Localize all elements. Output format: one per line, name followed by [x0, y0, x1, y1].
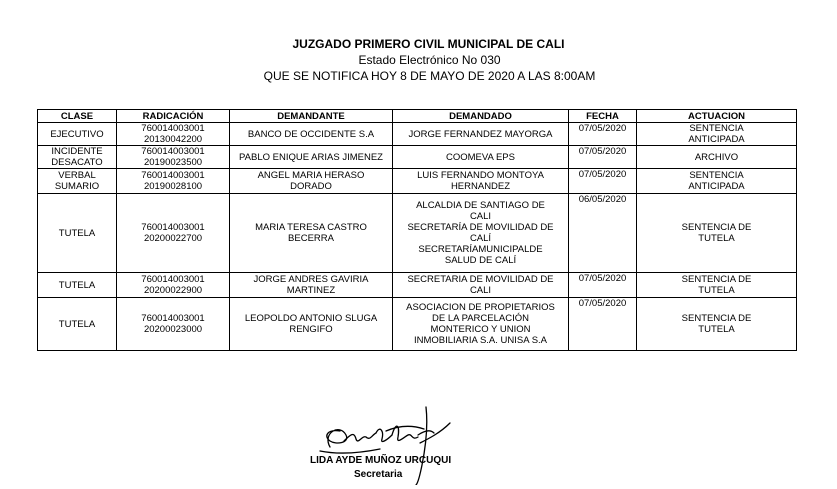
cell-line: SENTENCIA [689, 123, 744, 134]
cell-clase [38, 123, 117, 146]
cell-line: 760014003001 [141, 170, 205, 181]
estados-table [37, 109, 797, 351]
cell-line: COOMEVA EPS [446, 151, 515, 163]
cell-radicacion [117, 146, 230, 169]
cell-line: DORADO [290, 181, 332, 192]
cell-actuacion [637, 146, 797, 169]
cell-actuacion [637, 273, 797, 298]
document-header [0, 37, 837, 83]
court-title: JUZGADO PRIMERO CIVIL MUNICIPAL DE CALI [292, 37, 565, 51]
table-header [38, 110, 797, 123]
cell-line: LUIS FERNANDO MONTOYA [417, 170, 544, 181]
cell-demandado [393, 273, 569, 298]
cell-radicacion [117, 169, 230, 194]
header-demandante: DEMANDANTE [230, 110, 393, 123]
cell-line: LEOPOLDO ANTONIO SLUGA [244, 313, 378, 324]
cell-line: CALÍ [469, 233, 492, 244]
header-actuacion: ACTUACION [637, 110, 797, 123]
cell-demandante [230, 298, 393, 351]
cell-line: 20190023500 [143, 157, 203, 168]
cell-clase [38, 298, 117, 351]
cell-line: 20200022900 [143, 285, 203, 296]
cell-line: SENTENCIA DE [681, 313, 752, 324]
cell-clase [38, 146, 117, 169]
table-body [38, 123, 797, 351]
cell-line: JORGE ANDRES GAVIRIA [253, 274, 369, 285]
cell-line: HERNANDEZ [450, 181, 511, 192]
cell-line: VERBAL [58, 170, 96, 181]
cell-fecha: 06/05/2020 [569, 194, 637, 273]
cell-line: TUTELA [58, 227, 96, 239]
cell-line: BECERRA [288, 233, 334, 244]
cell-line: SENTENCIA DE [681, 274, 752, 285]
cell-line: CALI [469, 285, 492, 296]
cell-line: INMOBILIARIA S.A. UNISA S.A [413, 335, 548, 346]
cell-line: SECRETARÍA DE MOVILIDAD DE [407, 222, 554, 233]
cell-demandante [230, 146, 393, 169]
cell-line: SECRETARÍAMUNICIPALDE [418, 244, 543, 255]
cell-demandante [230, 169, 393, 194]
cell-demandado [393, 146, 569, 169]
cell-line: 20190028100 [143, 181, 203, 192]
cell-line: ANTICIPADA [688, 134, 745, 145]
header-fecha: FECHA [569, 110, 637, 123]
cell-line: ARCHIVO [694, 151, 739, 163]
cell-clase [38, 273, 117, 298]
cell-line: MARTINEZ [286, 285, 336, 296]
cell-line: 760014003001 [141, 274, 205, 285]
cell-line: SENTENCIA DE [681, 222, 752, 233]
cell-demandante [230, 123, 393, 146]
cell-fecha: 07/05/2020 [569, 169, 637, 194]
table-row [38, 194, 797, 273]
cell-line: SECRETARIA DE MOVILIDAD DE [407, 274, 554, 285]
cell-radicacion [117, 123, 230, 146]
signer-role: Secretaria [354, 469, 403, 480]
table-row [38, 298, 797, 351]
cell-clase [38, 169, 117, 194]
cell-radicacion [117, 194, 230, 273]
table-row [38, 146, 797, 169]
cell-line: PABLO ENIQUE ARIAS JIMENEZ [239, 151, 383, 163]
cell-line: SALUD DE CALÍ [444, 255, 517, 266]
header-clase: CLASE [38, 110, 117, 123]
cell-line: 20130042200 [143, 134, 203, 145]
cell-line: DESACATO [51, 157, 103, 168]
cell-demandante [230, 194, 393, 273]
cell-clase [38, 194, 117, 273]
cell-demandado [393, 123, 569, 146]
signer-name: LIDA AYDE MUÑOZ URCUQUI [310, 455, 452, 466]
cell-line: DE LA PARCELACIÓN [432, 313, 529, 324]
cell-line: SUMARIO [54, 181, 100, 192]
cell-demandado [393, 194, 569, 273]
estado-number: Estado Electrónico No 030 [358, 53, 501, 67]
cell-line: ALCALDIA DE SANTIAGO DE [416, 200, 545, 211]
cell-line: 760014003001 [141, 222, 205, 233]
cell-line: BANCO DE OCCIDENTE S.A [247, 128, 375, 140]
cell-demandado [393, 169, 569, 194]
cell-line: ASOCIACION DE PROPIETARIOS [406, 302, 555, 313]
cell-line: CALI [469, 211, 492, 222]
cell-line: ANTICIPADA [688, 181, 745, 192]
cell-line: MARIA TERESA CASTRO [255, 222, 367, 233]
cell-line: RENGIFO [289, 324, 333, 335]
cell-fecha: 07/05/2020 [569, 123, 637, 146]
notification-notice: QUE SE NOTIFICA HOY 8 DE MAYO DE 2020 A LAS 8:00AM [263, 69, 596, 83]
cell-line: SENTENCIA [689, 170, 744, 181]
cell-actuacion [637, 123, 797, 146]
cell-line: TUTELA [58, 318, 96, 330]
cell-radicacion [117, 273, 230, 298]
cell-actuacion [637, 194, 797, 273]
cell-actuacion [637, 298, 797, 351]
cell-actuacion [637, 169, 797, 194]
cell-line: 760014003001 [141, 146, 205, 157]
cell-line: 20200023000 [143, 324, 203, 335]
cell-demandante [230, 273, 393, 298]
cell-line: TUTELA [698, 233, 735, 244]
cell-line: TUTELA [698, 324, 735, 335]
cell-demandado [393, 298, 569, 351]
cell-line: ANGEL MARIA HERASO [257, 170, 365, 181]
cell-fecha: 07/05/2020 [569, 298, 637, 351]
cell-fecha: 07/05/2020 [569, 146, 637, 169]
cell-line: 760014003001 [141, 123, 205, 134]
table-row [38, 123, 797, 146]
cell-line: INCIDENTE [51, 146, 103, 157]
cell-line: JORGE FERNANDEZ MAYORGA [408, 128, 553, 140]
table-row [38, 169, 797, 194]
cell-fecha: 07/05/2020 [569, 273, 637, 298]
cell-line: TUTELA [58, 279, 96, 291]
header-radicacion: RADICACIÓN [117, 110, 230, 123]
cell-line: 760014003001 [141, 313, 205, 324]
cell-line: EJECUTIVO [50, 128, 104, 140]
table-row [38, 273, 797, 298]
cell-line: 20200022700 [143, 233, 203, 244]
header-demandado: DEMANDADO [393, 110, 569, 123]
cell-radicacion [117, 298, 230, 351]
cell-line: MONTERICO Y UNION [430, 324, 531, 335]
cell-line: TUTELA [698, 285, 735, 296]
